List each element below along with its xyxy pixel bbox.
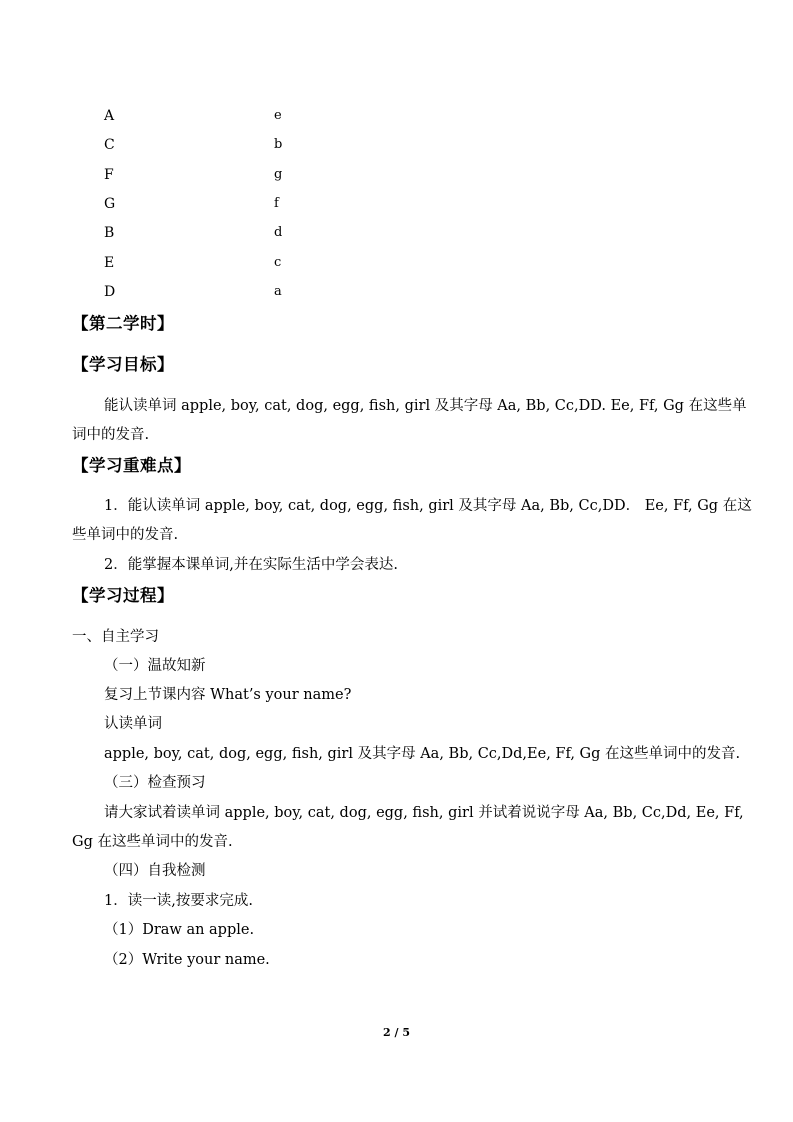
- words-line: apple, boy, cat, dog, egg, fish, girl 及其字母 Aa, Bb, Cc,Dd,Ee, Ff, Gg 在这些单词中的发音.: [104, 746, 741, 762]
- matching-row: [0, 225, 793, 249]
- subsection-review-title: （一）温故知新: [104, 658, 206, 674]
- task-1-item-a: （1）Draw an apple.: [104, 922, 255, 938]
- matching-left-letter: D: [104, 283, 116, 300]
- matching-row: [0, 167, 793, 191]
- matching-right-letter: d: [274, 225, 283, 241]
- subsection-preview-title: （三）检查预习: [104, 775, 206, 791]
- section-heading-process: 【学习过程】: [72, 586, 174, 605]
- subsection-self-check-title: （四）自我检测: [104, 863, 206, 879]
- section-heading-key-points: 【学习重难点】: [72, 456, 191, 475]
- matching-left-letter: G: [104, 195, 116, 212]
- preview-instruction-line2: Gg 在这些单词中的发音.: [72, 834, 233, 850]
- process-part1-title: 一、自主学习: [72, 629, 159, 645]
- matching-right-letter: e: [274, 108, 282, 123]
- matching-right-letter: c: [274, 254, 282, 270]
- matching-right-letter: g: [274, 166, 283, 182]
- matching-right-letter: f: [274, 195, 279, 211]
- goals-paragraph-line1: 能认读单词 apple, boy, cat, dog, egg, fish, girl 及其字母 Aa, Bb, Cc,DD. Ee, Ff, Gg 在这些单: [104, 398, 747, 414]
- matching-row: [0, 137, 793, 161]
- page-number: 2 / 5: [383, 1026, 410, 1039]
- key-point-2: 2．能掌握本课单词,并在实际生活中学会表达.: [104, 557, 398, 573]
- matching-right-letter: a: [274, 283, 282, 299]
- matching-row: [0, 108, 793, 132]
- matching-left-letter: F: [104, 166, 114, 183]
- key-point-1-line1: 1．能认读单词 apple, boy, cat, dog, egg, fish, girl 及其字母 Aa, Bb, Cc,DD． Ee, Ff, Gg 在这: [104, 498, 752, 514]
- matching-left-letter: B: [104, 225, 115, 242]
- preview-instruction-line1: 请大家试着读单词 apple, boy, cat, dog, egg, fish, girl 并试着说说字母 Aa, Bb, Cc,Dd, Ee, Ff,: [104, 805, 744, 821]
- matching-row: [0, 196, 793, 220]
- task-1-item-b: （2）Write your name.: [104, 952, 270, 968]
- goals-paragraph-line2: 词中的发音.: [72, 427, 150, 443]
- matching-left-letter: A: [104, 108, 115, 124]
- key-point-1-line2: 些单词中的发音.: [72, 527, 179, 543]
- section-heading-goals: 【学习目标】: [72, 355, 174, 374]
- matching-left-letter: E: [104, 254, 115, 271]
- read-words-label: 认读单词: [104, 716, 162, 732]
- matching-row: [0, 284, 793, 308]
- review-instruction: 复习上节课内容 What’s your name?: [104, 687, 352, 703]
- task-1-title: 1．读一读,按要求完成.: [104, 893, 253, 909]
- matching-left-letter: C: [104, 137, 115, 154]
- matching-right-letter: b: [274, 137, 283, 153]
- matching-row: [0, 255, 793, 279]
- section-heading-lesson2: 【第二学时】: [72, 314, 174, 333]
